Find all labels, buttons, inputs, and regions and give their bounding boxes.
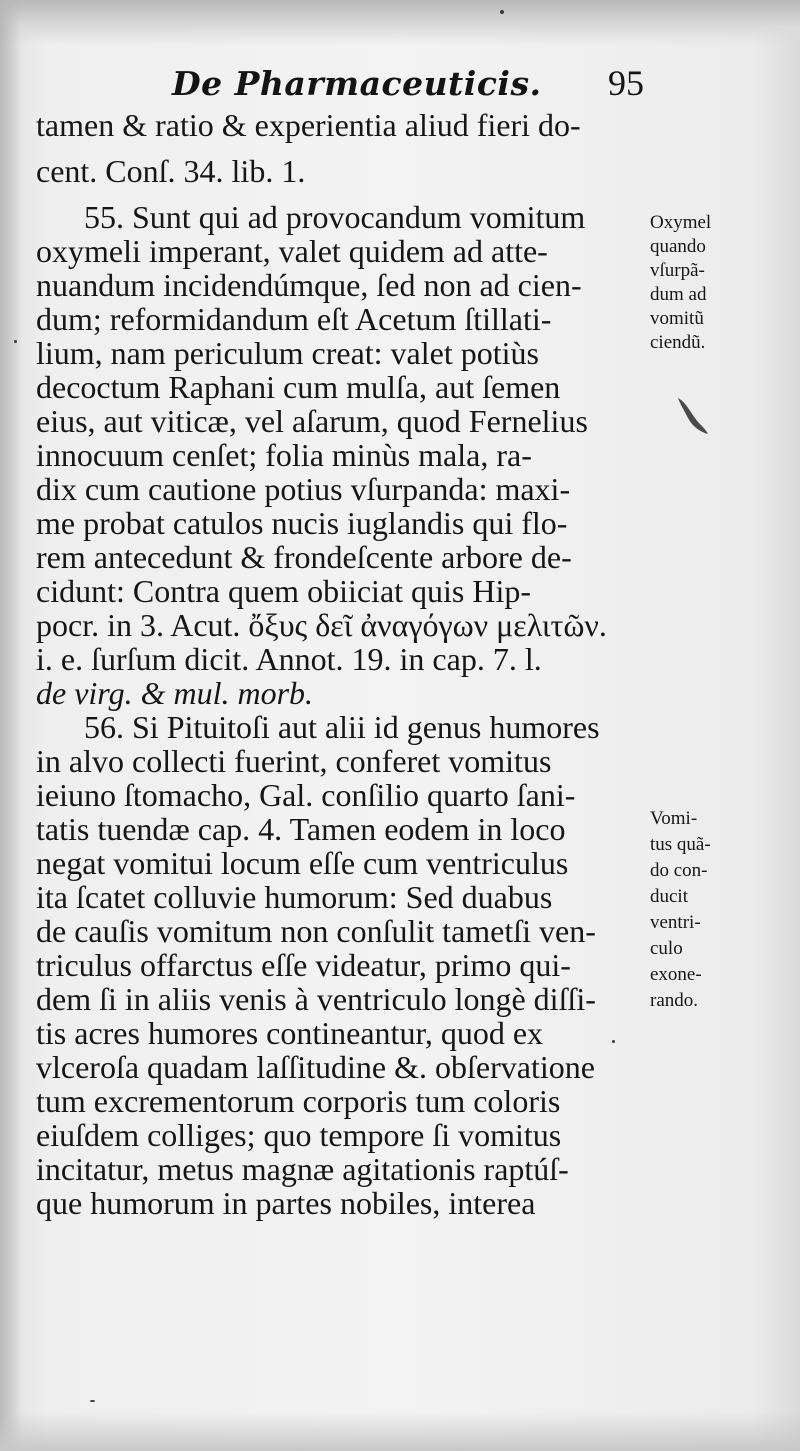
text-line: negat vomitui locum eſſe cum ventriculus <box>36 845 569 881</box>
margin-note-oxymel-line: dum ad <box>650 284 707 305</box>
margin-note-oxymel-line: vſurpã- <box>650 260 705 281</box>
text-line: 55. Sunt qui ad provocandum vomitum <box>84 199 586 235</box>
text-line: nuandum incidendúmque, ſed non ad cien- <box>36 267 582 303</box>
paper-speck <box>90 1400 95 1402</box>
text-line: ita ſcatet colluvie humorum: Sed duabus <box>36 879 553 915</box>
margin-note-oxymel-line: ciendũ. <box>650 332 706 353</box>
text-line: tum excrementorum corporis tum coloris <box>36 1083 561 1119</box>
margin-note-vomitus-line: ventri- <box>650 912 701 933</box>
margin-note-oxymel-line: quando <box>650 236 706 257</box>
text-line: lium, nam periculum creat: valet potiùs <box>36 335 539 371</box>
page-gutter-shadow <box>0 0 22 1451</box>
text-line: 56. Si Pituitoſi aut alii id genus humores <box>84 709 600 745</box>
text-line: cidunt: Contra quem obiiciat quis Hip- <box>36 573 532 609</box>
paper-speck <box>612 1040 615 1043</box>
page-bottom-shadow <box>0 1411 800 1451</box>
text-line: dum; reformidandum eſt Acetum ſtillati- <box>36 301 552 337</box>
text-line: vlceroſa quadam laſſitudine &. obſervatione <box>36 1049 595 1085</box>
margin-note-vomitus-line: do con- <box>650 860 708 881</box>
text-line: tatis tuendæ cap. 4. Tamen eodem in loco <box>36 811 566 847</box>
text-line: que humorum in partes nobiles, interea <box>36 1185 536 1221</box>
text-line: i. e. ſurſum dicit. Annot. 19. in cap. 7. l. <box>36 641 542 677</box>
text-line: de cauſis vomitum non conſulit tametſi ven- <box>36 913 596 949</box>
text-line: de virg. & mul. morb. <box>36 675 314 711</box>
page-header <box>40 60 660 108</box>
text-line: innocuum cenſet; folia minùs mala, ra- <box>36 437 532 473</box>
paper-speck <box>14 340 17 343</box>
text-line: pocr. in 3. Acut. ὄξυς δεῖ ἀναγόγων μελιτῶν. <box>36 607 607 643</box>
running-head: De Pharmaceuticis. <box>172 64 542 103</box>
margin-note-vomitus-line: culo <box>650 938 683 959</box>
margin-note-vomitus-line: rando. <box>650 990 699 1011</box>
margin-note-vomitus-line: tus quã- <box>650 834 711 855</box>
text-line: dix cum cautione potius vſurpanda: maxi- <box>36 471 571 507</box>
text-line: ieiuno ſtomacho, Gal. conſilio quarto ſani- <box>36 777 576 813</box>
margin-note-oxymel-line: vomitũ <box>650 308 704 329</box>
page-number: 95 <box>608 63 644 103</box>
text-line: oxymeli imperant, valet quidem ad atte- <box>36 233 548 269</box>
text-line: triculus offarctus eſſe videatur, primo qui- <box>36 947 571 983</box>
text-line: cent. Conſ. 34. lib. 1. <box>36 153 306 189</box>
text-line: me probat catulos nucis iuglandis qui flo- <box>36 505 568 541</box>
text-line: decoctum Raphani cum mulſa, aut ſemen <box>36 369 561 405</box>
text-line: tamen & ratio & experientia aliud fieri do- <box>36 107 581 143</box>
text-line: eius, aut viticæ, vel aſarum, quod Fernelius <box>36 403 588 439</box>
ink-mark <box>676 396 710 436</box>
margin-note-vomitus-line: Vomi- <box>650 808 698 829</box>
text-line: incitatur, metus magnæ agitationis raptúſ- <box>36 1151 569 1187</box>
text-line: rem antecedunt & frondeſcente arbore de- <box>36 539 572 575</box>
margin-note-oxymel-line: Oxymel <box>650 212 712 233</box>
text-line: dem ſi in aliis venis à ventriculo longè diſſi- <box>36 981 596 1017</box>
paper-speck <box>500 10 504 14</box>
margin-note-vomitus-line: exone- <box>650 964 702 985</box>
text-line: eiuſdem colliges; quo tempore ſi vomitus <box>36 1117 562 1153</box>
text-line: in alvo collecti fuerint, conferet vomitus <box>36 743 552 779</box>
page-top-shadow <box>0 0 800 46</box>
margin-note-vomitus-line: ducit <box>650 886 688 907</box>
text-line: tis acres humores contineantur, quod ex <box>36 1015 544 1051</box>
